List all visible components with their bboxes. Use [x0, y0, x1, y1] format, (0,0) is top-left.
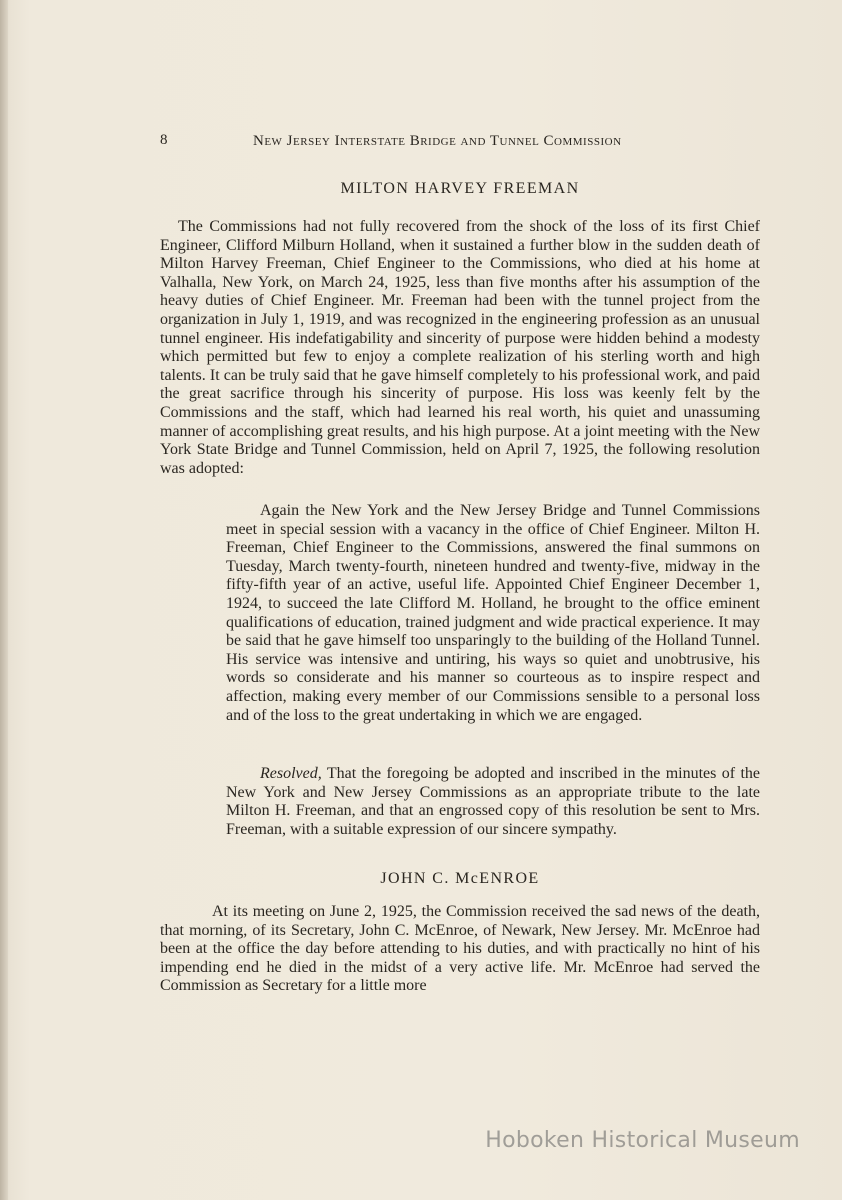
resolved-text: That the foregoing be adopted and inscribed in the minutes of the New York and New Jersey Commissions as an appropriate tribute to the late Milton H. Freeman, and that an engrossed copy of this resolution be sent to Mrs. Freeman, with a suitable expression of our sincere sympathy. [226, 765, 760, 838]
section-title-freeman: MILTON HARVEY FREEMAN [340, 180, 580, 197]
page-header [160, 132, 760, 152]
freeman-paragraph: The Commissions had not fully recovered from the shock of the loss of its first Chief Engineer, Clifford Milburn Holland, when it sustained a further blow in the sudden death of Milton Harvey Freeman, Chief Engineer to the Commissions, who died at his home at Valhalla, New York, on March 24, 1925, less than five months after his assumption of the heavy duties of Chief Engineer. Mr. Freeman had been with the tunnel project from the organization in July 1, 1919, and was recognized in the engineering profession as an unusual tunnel engineer. His indefatigability and sincerity of purpose were hidden behind a modesty which permitted but few to enjoy a complete realization of his sterling worth and high talents. It can be truly said that he gave himself completely to his professional work, and paid the great sacrifice through his sincerity of purpose. His loss was keenly felt by the Commissions and the staff, which had learned his real worth, his quiet and unassuming manner of accomplishing great results, and his high purpose. At a joint meeting with the New York State Bridge and Tunnel Commission, held on April 7, 1925, the following resolution was adopted: [160, 218, 760, 477]
resolved-label: Resolved, [260, 765, 322, 782]
binding-edge [0, 0, 8, 1200]
running-head: New Jersey Interstate Bridge and Tunnel Commission [253, 133, 622, 149]
page-number: 8 [160, 132, 169, 148]
resolved-paragraph [226, 765, 760, 839]
section-title-mcenroe: JOHN C. McENROE [380, 870, 540, 887]
museum-watermark: Hoboken Historical Museum [485, 1128, 800, 1153]
resolution-text: Again the New York and the New Jersey Bridge and Tunnel Commissions meet in special session with a vacancy in the office of Chief Engineer. Milton H. Freeman, Chief Engineer to the Commissions, answered the final summons on Tuesday, March twenty-fourth, nineteen hundred and twenty-five, midway in the fifty-fifth year of an active, useful life. Appointed Chief Engineer December 1, 1924, to succeed the late Clifford M. Holland, he brought to the office eminent qualifications of education, trained judgment and wide practical experience. It may be said that he gave himself too unsparingly to the building of the Holland Tunnel. His service was intensive and untiring, his ways so quiet and unobtrusive, his words so considerate and his manner so courteous as to inspire respect and affection, making every member of our Commissions sensible to a personal loss and of the loss to the great undertaking in which we are engaged. [226, 502, 760, 724]
mcenroe-paragraph: At its meeting on June 2, 1925, the Commission received the sad news of the death, that morning, of its Secretary, John C. McEnroe, of Newark, New Jersey. Mr. McEnroe had been at the office the day before attending to his duties, and with practically no hint of his impending end he died in the midst of a very active life. Mr. McEnroe had served the Commission as Secretary for a little more [160, 903, 760, 995]
